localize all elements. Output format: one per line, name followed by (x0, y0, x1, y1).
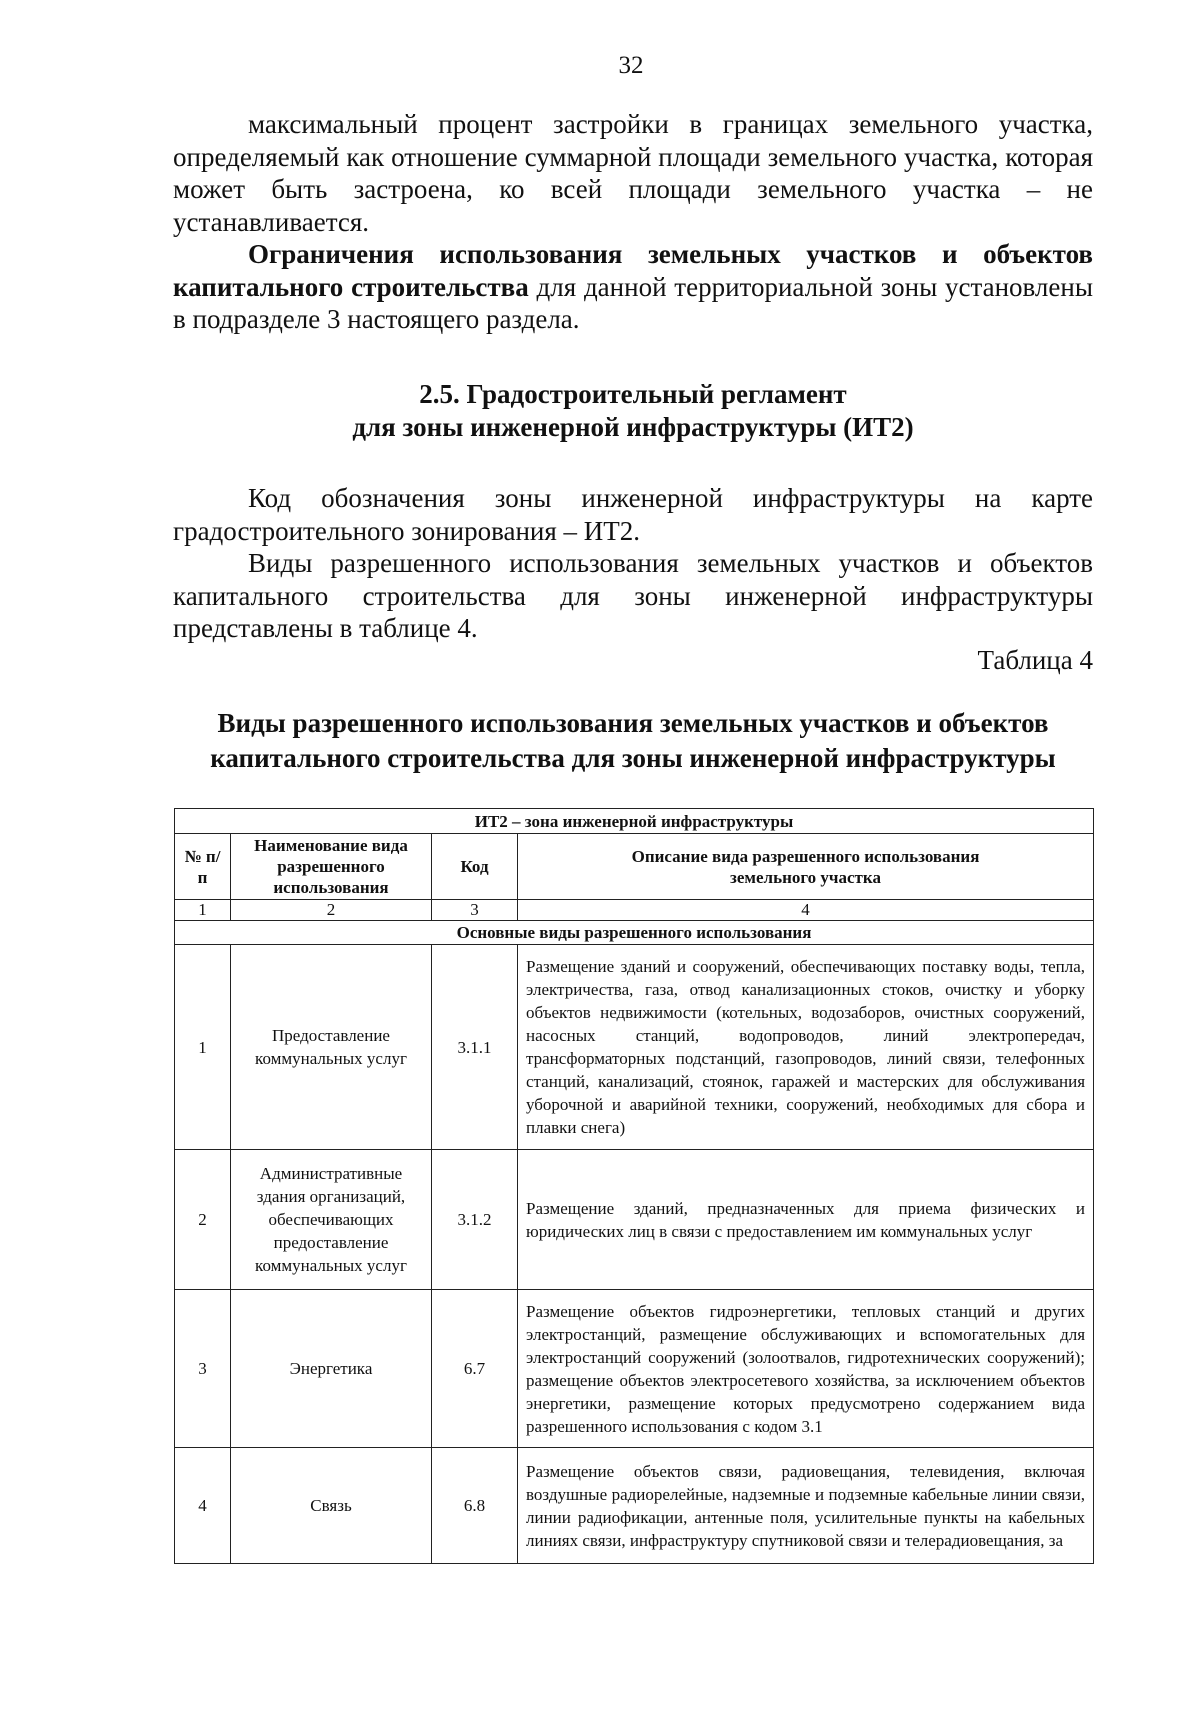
paragraph-max-percent: максимальный процент застройки в границах земельного участка, определяемый как отношение суммарной площади земельного участка, которая может быть застроена, ко всей площади земельного участка – не устанавливается. (173, 109, 1093, 237)
row-code: 3.1.2 (432, 1150, 518, 1290)
table-row (175, 1290, 1094, 1448)
row-code: 3.1.1 (432, 945, 518, 1150)
column-header-code: Код (432, 834, 518, 900)
intro-text (173, 108, 1093, 336)
row-num: 3 (175, 1290, 231, 1448)
column-header-description: Описание вида разрешенного использования земельного участка (518, 834, 1094, 900)
row-name: Связь (231, 1448, 432, 1564)
table-row (175, 1150, 1094, 1290)
column-number: 1 (175, 900, 231, 921)
group-row (175, 921, 1094, 945)
row-num: 2 (175, 1150, 231, 1290)
table-title-line-1: Виды разрешенного использования земельных участков и объектов (217, 708, 1049, 738)
row-code: 6.8 (432, 1448, 518, 1564)
table-title (173, 706, 1093, 776)
group-header: Основные виды разрешенного использования (175, 921, 1094, 945)
paragraph-restrictions (173, 238, 1093, 336)
row-name: Предоставление коммунальных услуг (231, 945, 432, 1150)
column-number: 2 (231, 900, 432, 921)
section-title (173, 378, 1093, 444)
row-name: Административные здания организаций, обеспечивающих предоставление коммунальных услуг (231, 1150, 432, 1290)
section-title-line-1: 2.5. Градостроительный регламент (419, 379, 847, 409)
row-num: 4 (175, 1448, 231, 1564)
row-description: Размещение объектов гидроэнергетики, тепловых станций и других электростанций, размещение обслуживающих и вспомогательных для электростанций сооружений (золоотвалов, гидротехнических сооружений); размещение объектов электросетевого хозяйства, за исключением объектов энергетики, размещение которых предусмотрено содержанием вида разрешенного использования с кодом 3.1 (518, 1290, 1094, 1448)
table-row (175, 945, 1094, 1150)
column-number-row (175, 900, 1094, 921)
row-num: 1 (175, 945, 231, 1150)
restrictions-bold: Ограничения использования земельных участков и объектов капитального строительства (173, 239, 1093, 302)
column-number: 3 (432, 900, 518, 921)
section-title-line-2: для зоны инженерной инфраструктуры (ИТ2) (352, 412, 914, 442)
restrictions-rest: для данной территориальной зоны установлены в подразделе 3 настоящего раздела. (173, 271, 1093, 334)
column-number: 4 (518, 900, 1094, 921)
column-header-num: № п/п (175, 834, 231, 900)
row-code: 6.7 (432, 1290, 518, 1448)
row-description: Размещение зданий и сооружений, обеспечивающих поставку воды, тепла, электричества, газа, отвод канализационных стоков, очистку и уборку объектов недвижимости (котельных, водозаборов, очистных сооружений, насосных станций, водопроводов, линий электропередач, трансформаторных подстанций, газопроводов, линий связи, телефонных станций, канализаций, стоянок, гаражей и мастерских для обслуживания уборочной и аварийной техники, сооружений, необходимых для сбора и плавки снега) (518, 945, 1094, 1150)
table-row (175, 1448, 1094, 1564)
zone-header-row (175, 809, 1094, 834)
table-title-line-2: капитального строительства для зоны инженерной инфраструктуры (210, 743, 1056, 773)
column-header-row (175, 834, 1094, 900)
row-description: Размещение объектов связи, радиовещания, телевидения, включая воздушные радиорелейные, надземные и подземные кабельные линии связи, линии радиофикации, антенные поля, усилительные пункты на кабельных линиях связи, инфраструктуру спутниковой связи и телерадиовещания, за (518, 1448, 1094, 1564)
table-caption: Таблица 4 (977, 645, 1093, 675)
zone-text (173, 482, 1093, 645)
page-number: 32 (618, 52, 644, 79)
row-description: Размещение зданий, предназначенных для приема физических и юридических лиц в связи с предоставлением им коммунальных услуг (518, 1150, 1094, 1290)
zone-header: ИТ2 – зона инженерной инфраструктуры (175, 809, 1094, 834)
row-name: Энергетика (231, 1290, 432, 1448)
column-header-name: Наименование вида разрешенного использования (231, 834, 432, 900)
uses-table (174, 808, 1094, 1564)
paragraph-zone-code: Код обозначения зоны инженерной инфраструктуры на карте градостроительного зонирования – ИТ2. (173, 483, 1093, 546)
paragraph-table-reference: Виды разрешенного использования земельных участков и объектов капитального строительства для зоны инженерной инфраструктуры представлены в таблице 4. (173, 548, 1093, 643)
